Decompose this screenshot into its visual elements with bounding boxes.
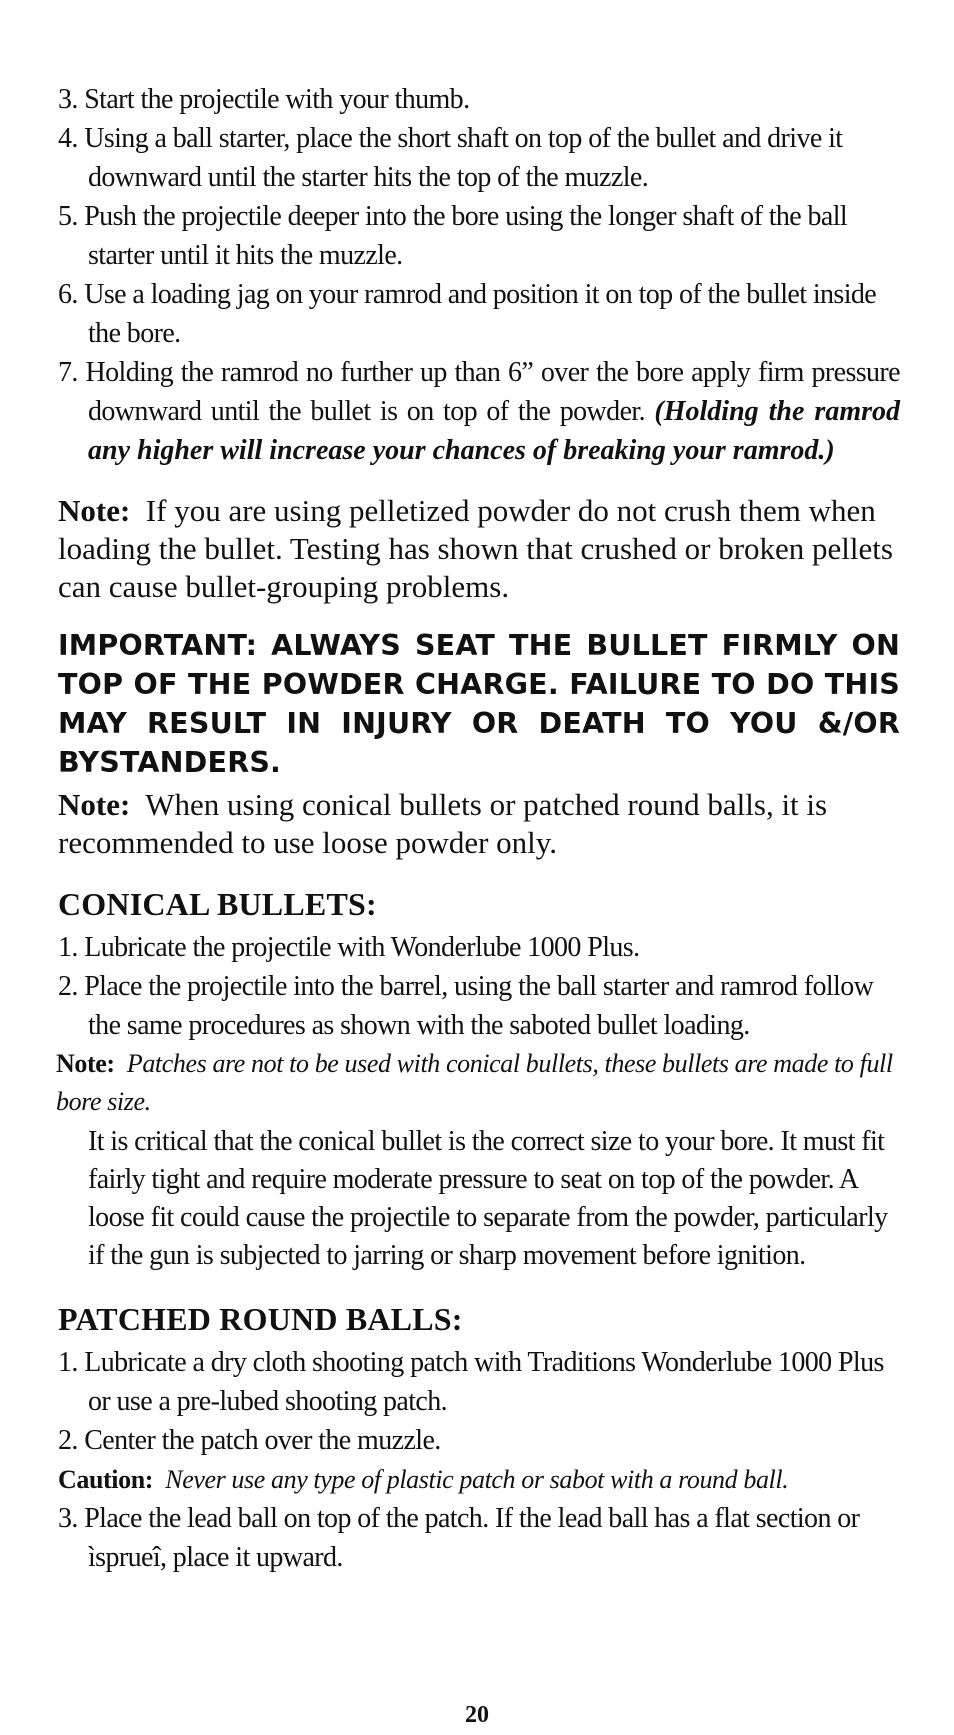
note-text: Patches are not to be used with conical bullets, these bullets are made to full bore size. — [56, 1049, 893, 1116]
step-7 — [58, 353, 900, 470]
patched-caution — [58, 1460, 900, 1499]
loose-powder-note — [58, 786, 900, 862]
important-warning: IMPORTANT: ALWAYS SEAT THE BULLET FIRMLY ON TOP OF THE POWDER CHARGE. FAILURE TO DO THIS MAY RESULT IN INJURY OR DEATH TO YOU &/OR BYSTANDERS. — [58, 629, 900, 779]
note-text: If you are using pelletized powder do not crush them when loading the bullet. Testing has shown that crushed or broken pellets can cause bullet-grouping problems. — [58, 493, 893, 604]
note-label: Note: — [56, 1049, 115, 1078]
note-label: Note: — [58, 493, 131, 528]
conical-step-1: 1. Lubricate the projectile with Wonderlube 1000 Plus. — [58, 932, 640, 963]
step-4: 4. Using a ball starter, place the short shaft on top of the bullet and drive it downward until the starter hits the top of the muzzle. — [58, 123, 843, 193]
note-text: When using conical bullets or patched round balls, it is recommended to use loose powder only. — [58, 787, 828, 860]
conical-paragraph: It is critical that the conical bullet is the correct size to your bore. It must fit fairly tight and require moderate pressure to seat on top of the powder. A loose fit could cause the projectile to separate from the powder, particularly if the gun is subjected to jarring or sharp movement before ignition. — [88, 1126, 888, 1271]
step-7-caution: (Holding the ramrod any higher will increase your chances of breaking your ramrod.) — [88, 396, 901, 466]
step-6: 6. Use a loading jag on your ramrod and position it on top of the bullet inside the bore. — [58, 279, 877, 349]
conical-bullets-heading: CONICAL BULLETS: — [58, 886, 377, 922]
page-number: 20 — [465, 1702, 489, 1728]
patched-step-3: 3. Place the lead ball on top of the patch. If the lead ball has a flat section or ìsprueî, place it upward. — [58, 1503, 860, 1573]
caution-label: Caution: — [58, 1465, 154, 1494]
patched-step-2: 2. Center the patch over the muzzle. — [58, 1425, 441, 1456]
pelletized-note — [58, 492, 900, 606]
caution-text: Never use any type of plastic patch or sabot with a round ball. — [165, 1465, 789, 1494]
step-7-text: 7. Holding the ramrod no further up than 6” over the bore apply firm pressure downward until the bullet is on top of the powder. — [58, 357, 900, 427]
step-3: 3. Start the projectile with your thumb. — [58, 84, 470, 115]
conical-note — [56, 1045, 900, 1121]
saboted-steps-list — [58, 80, 900, 470]
conical-step-2: 2. Place the projectile into the barrel, using the ball starter and ramrod follow the same procedures as shown with the saboted bullet loading. — [58, 971, 874, 1041]
patched-step-1: 1. Lubricate a dry cloth shooting patch with Traditions Wonderlube 1000 Plus or use a pre-lubed shooting patch. — [58, 1347, 884, 1417]
manual-page — [58, 80, 900, 1577]
note-label: Note: — [58, 787, 131, 822]
patched-round-balls-heading: PATCHED ROUND BALLS: — [58, 1301, 463, 1337]
step-5: 5. Push the projectile deeper into the bore using the longer shaft of the ball starter until it hits the muzzle. — [58, 201, 848, 271]
